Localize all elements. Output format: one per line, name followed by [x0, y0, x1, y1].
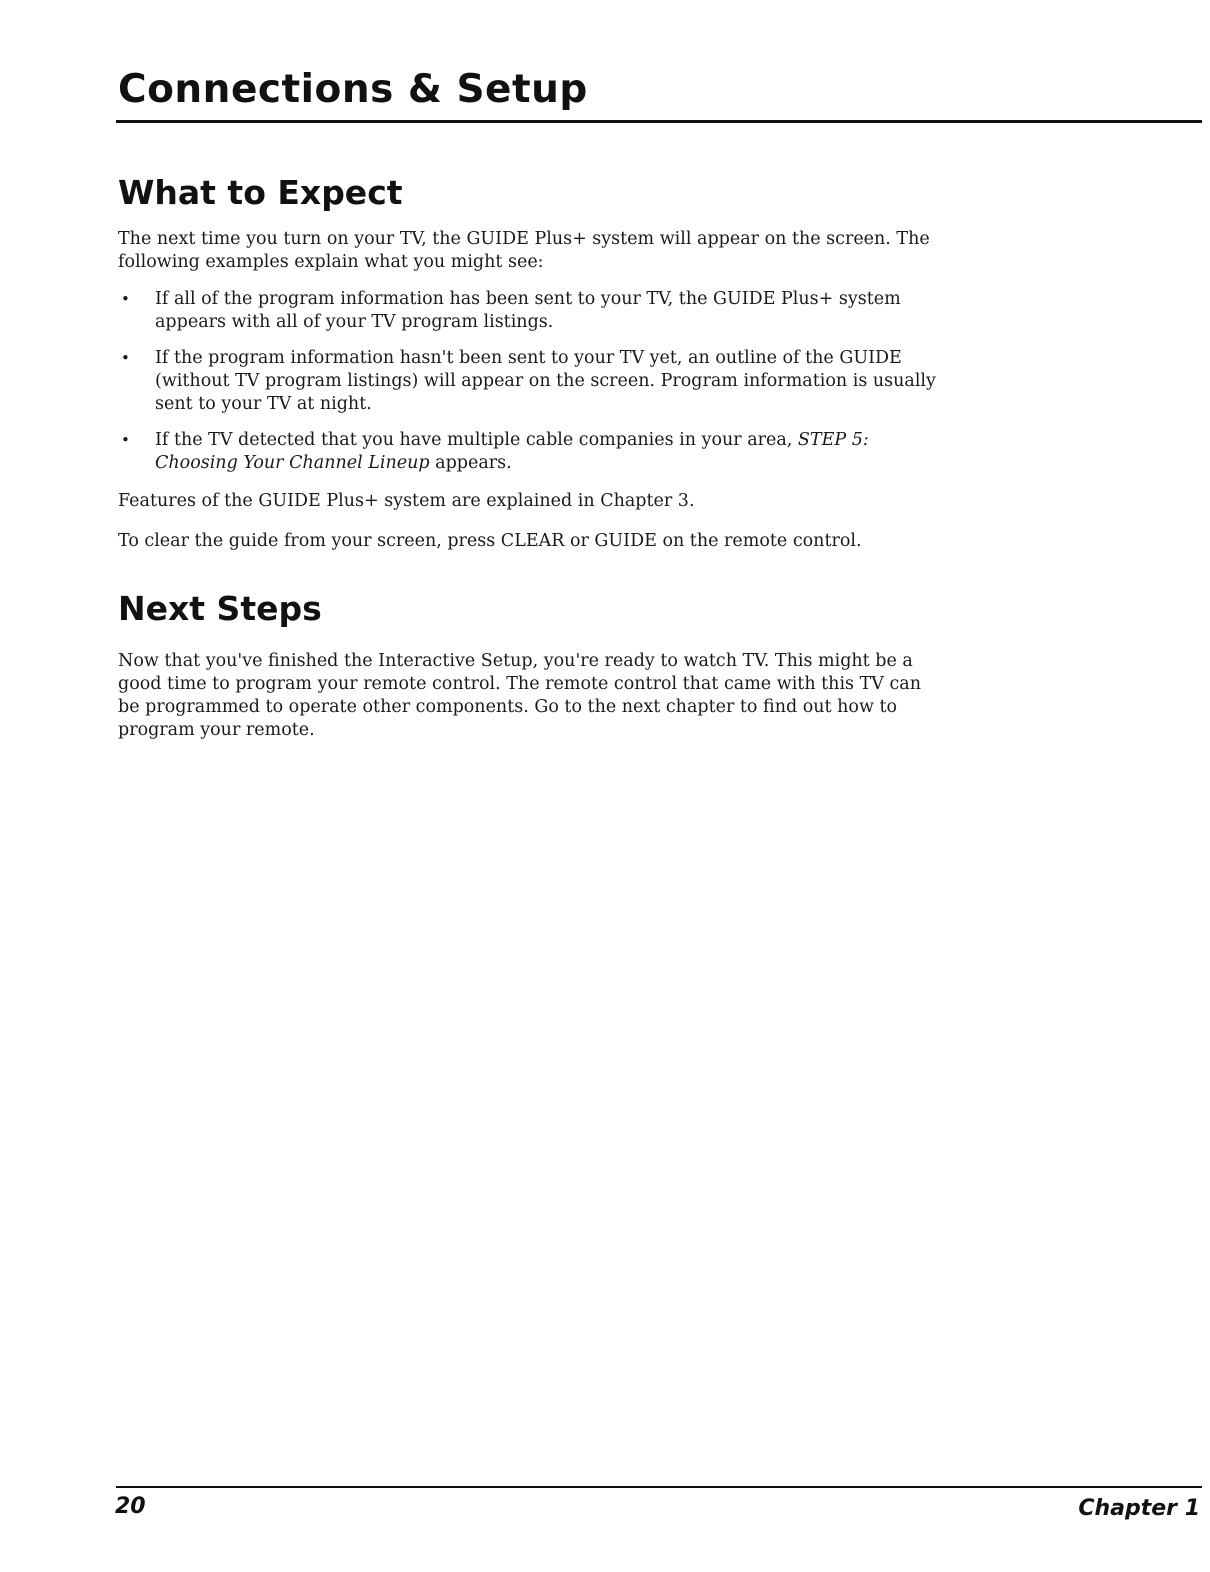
next-steps-heading: Next Steps [118, 589, 322, 628]
list-item-italic-reference: STEP 5: Choosing Your Channel Lineup [155, 430, 869, 473]
page-number: 20 [115, 1494, 146, 1519]
list-item [118, 429, 948, 475]
page-header-title: Connections & Setup [118, 67, 588, 112]
what-to-expect-intro: The next time you turn on your TV, the GUIDE Plus+ system will appear on the screen. The following examples explain what you might see: [118, 229, 930, 272]
list-item-text: If all of the program information has been sent to your TV, the GUIDE Plus+ system appears with all of your TV program listings. [155, 289, 901, 332]
list-item-text-before: If the TV detected that you have multiple cable companies in your area, [155, 430, 798, 450]
header-divider [116, 120, 1202, 123]
bullet-icon: • [121, 290, 130, 308]
chapter-label: Chapter 1 [1078, 1496, 1200, 1521]
bullet-icon: • [121, 431, 130, 449]
bullet-icon: • [121, 349, 130, 367]
list-item-text: If the program information hasn't been sent to your TV yet, an outline of the GUIDE (without TV program listings) will appear on the screen. Program information is usually sent to your TV at night. [155, 348, 936, 414]
what-to-expect-list [118, 288, 948, 475]
list-item-text-after: appears. [429, 453, 512, 473]
footer-divider [116, 1486, 1202, 1488]
what-to-expect-heading: What to Expect [118, 173, 403, 212]
list-item [118, 347, 948, 416]
features-note: Features of the GUIDE Plus+ system are explained in Chapter 3. [118, 491, 695, 511]
next-steps-body: Now that you've finished the Interactive Setup, you're ready to watch TV. This might be a good time to program your remote control. The remote control that came with this TV can be programmed to operate other components. Go to the next chapter to find out how to program your remote. [118, 651, 921, 740]
list-item [118, 288, 948, 334]
clear-guide-note: To clear the guide from your screen, press CLEAR or GUIDE on the remote control. [118, 531, 862, 551]
